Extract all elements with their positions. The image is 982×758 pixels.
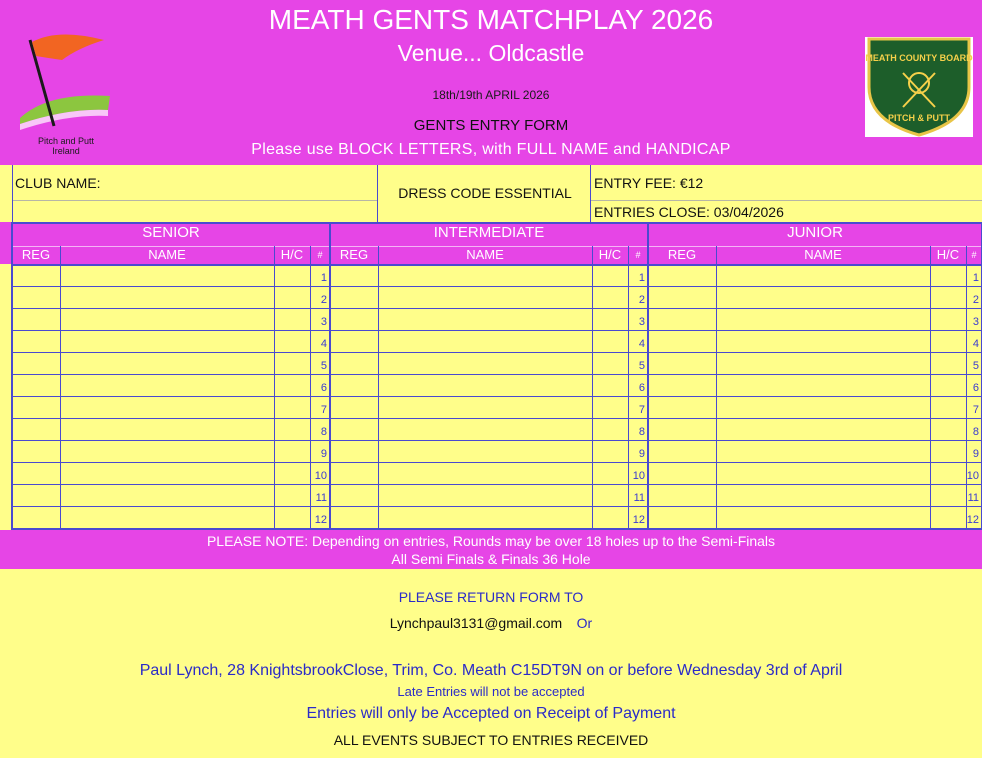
contact-line — [0, 615, 982, 633]
row-divider — [12, 440, 982, 441]
row-number: 1 — [972, 272, 979, 284]
payment-text: Entries will only be Accepted on Receipt of Payment — [306, 705, 676, 722]
junior-reg-cell[interactable] — [649, 507, 716, 528]
row-number: 10 — [632, 470, 645, 482]
subject-to-entries-text: ALL EVENTS SUBJECT TO ENTRIES RECEIVED — [333, 732, 649, 748]
junior-reg-cell[interactable] — [649, 309, 716, 330]
svg-text:MEATH COUNTY BOARD: MEATH COUNTY BOARD — [865, 53, 973, 63]
finals-note: All Semi Finals & Finals 36 Hole — [391, 551, 591, 567]
row-divider — [12, 264, 982, 266]
shield-icon — [865, 37, 973, 137]
row-number: 6 — [320, 382, 327, 394]
senior-hc-cell[interactable] — [275, 507, 310, 528]
column-header-hc: H/C — [936, 247, 960, 262]
intermediate-reg-cell[interactable] — [331, 331, 378, 352]
row-number: 5 — [320, 360, 327, 372]
intermediate-name-cell[interactable] — [379, 287, 592, 308]
row-number: 4 — [972, 338, 979, 350]
column-header-#: # — [317, 250, 323, 260]
senior-hc-cell[interactable] — [275, 463, 310, 484]
section-title-senior: SENIOR — [142, 224, 200, 241]
junior-name-cell[interactable] — [717, 265, 930, 286]
junior-name-cell[interactable] — [717, 485, 930, 506]
row-divider — [12, 506, 982, 507]
late-entries-text: Late Entries will not be accepted — [397, 684, 585, 699]
senior-name-cell[interactable] — [61, 463, 274, 484]
intermediate-reg-cell[interactable] — [331, 507, 378, 528]
column-header-name: NAME — [466, 247, 504, 262]
section-title-junior: JUNIOR — [787, 224, 843, 241]
event-dates: 18th/19th APRIL 2026 — [432, 88, 550, 102]
row-number: 4 — [638, 338, 645, 350]
senior-hc-cell[interactable] — [275, 397, 310, 418]
junior-name-cell[interactable] — [717, 331, 930, 352]
junior-reg-cell[interactable] — [649, 463, 716, 484]
junior-hc-cell[interactable] — [931, 375, 966, 396]
row-divider — [12, 308, 982, 309]
intermediate-hc-cell[interactable] — [593, 265, 628, 286]
senior-name-cell[interactable] — [61, 419, 274, 440]
row-number: 12 — [966, 514, 979, 526]
senior-hc-cell[interactable] — [275, 287, 310, 308]
senior-hc-cell[interactable] — [275, 441, 310, 462]
row-divider — [12, 418, 982, 419]
junior-name-cell[interactable] — [717, 309, 930, 330]
intermediate-reg-cell[interactable] — [331, 287, 378, 308]
intermediate-hc-cell[interactable] — [593, 485, 628, 506]
row-number: 2 — [320, 294, 327, 306]
logo-text-line: Ireland — [52, 146, 80, 156]
intermediate-name-cell[interactable] — [379, 397, 592, 418]
senior-reg-cell[interactable] — [13, 485, 60, 506]
email-link[interactable]: Lynchpaul3131@gmail.com — [389, 615, 563, 631]
junior-reg-cell[interactable] — [649, 353, 716, 374]
intermediate-name-cell[interactable] — [379, 441, 592, 462]
intermediate-hc-cell[interactable] — [593, 507, 628, 528]
return-info-band — [0, 569, 982, 758]
senior-name-cell[interactable] — [61, 441, 274, 462]
row-number: 11 — [633, 492, 645, 504]
senior-reg-cell[interactable] — [13, 463, 60, 484]
postal-address: Paul Lynch, 28 KnightsbrookClose, Trim, Co. Meath C15DT9N on or before Wednesday 3rd of April — [139, 662, 843, 679]
row-divider — [12, 462, 982, 463]
senior-hc-cell[interactable] — [275, 331, 310, 352]
club-name-label: CLUB NAME: — [15, 175, 101, 191]
senior-reg-cell[interactable] — [13, 375, 60, 396]
intermediate-reg-cell[interactable] — [331, 309, 378, 330]
row-number: 12 — [314, 514, 327, 526]
senior-name-cell[interactable] — [61, 485, 274, 506]
intermediate-reg-cell[interactable] — [331, 463, 378, 484]
senior-hc-cell[interactable] — [275, 353, 310, 374]
row-divider — [12, 286, 982, 287]
junior-hc-cell[interactable] — [931, 309, 966, 330]
senior-name-cell[interactable] — [61, 331, 274, 352]
junior-reg-cell[interactable] — [649, 331, 716, 352]
entry-grid — [0, 222, 982, 530]
note-band — [0, 530, 982, 569]
page-title: MEATH GENTS MATCHPLAY 2026 — [268, 4, 714, 35]
section-title-intermediate: INTERMEDIATE — [433, 224, 545, 241]
row-number: 5 — [972, 360, 979, 372]
row-number: 10 — [966, 470, 979, 482]
junior-name-cell[interactable] — [717, 419, 930, 440]
junior-name-cell[interactable] — [717, 507, 930, 528]
logo-text-line: Pitch and Putt — [37, 136, 95, 146]
junior-hc-cell[interactable] — [931, 419, 966, 440]
row-number: 1 — [320, 272, 327, 284]
row-number: 3 — [638, 316, 645, 328]
senior-reg-cell[interactable] — [13, 397, 60, 418]
pitch-and-putt-logo-text — [18, 136, 114, 156]
svg-text:PITCH & PUTT: PITCH & PUTT — [888, 113, 950, 123]
junior-hc-cell[interactable] — [931, 397, 966, 418]
column-header-#: # — [971, 250, 977, 260]
row-divider — [12, 352, 982, 353]
row-number: 3 — [320, 316, 327, 328]
column-header-name: NAME — [148, 247, 186, 262]
intermediate-reg-cell[interactable] — [331, 397, 378, 418]
intermediate-hc-cell[interactable] — [593, 419, 628, 440]
column-header-reg: REG — [339, 247, 369, 262]
row-divider — [12, 330, 982, 331]
column-header-name: NAME — [804, 247, 842, 262]
form-title: GENTS ENTRY FORM — [413, 117, 569, 134]
senior-name-cell[interactable] — [61, 507, 274, 528]
junior-reg-cell[interactable] — [649, 419, 716, 440]
senior-name-cell[interactable] — [61, 309, 274, 330]
junior-hc-cell[interactable] — [931, 507, 966, 528]
intermediate-name-cell[interactable] — [379, 463, 592, 484]
pitch-and-putt-ireland-logo — [18, 30, 114, 160]
junior-name-cell[interactable] — [717, 463, 930, 484]
intermediate-hc-cell[interactable] — [593, 463, 628, 484]
row-number: 7 — [638, 404, 645, 416]
rounds-note: PLEASE NOTE: Depending on entries, Rounds may be over 18 holes up to the Semi-Finals — [206, 533, 776, 549]
row-number: 2 — [972, 294, 979, 306]
intermediate-hc-cell[interactable] — [593, 375, 628, 396]
intermediate-reg-cell[interactable] — [331, 353, 378, 374]
senior-hc-cell[interactable] — [275, 309, 310, 330]
intermediate-name-cell[interactable] — [379, 375, 592, 396]
senior-hc-cell[interactable] — [275, 375, 310, 396]
junior-reg-cell[interactable] — [649, 485, 716, 506]
senior-reg-cell[interactable] — [13, 419, 60, 440]
row-number: 6 — [972, 382, 979, 394]
row-divider — [12, 374, 982, 375]
junior-hc-cell[interactable] — [931, 331, 966, 352]
row-number: 10 — [314, 470, 327, 482]
row-number: 2 — [638, 294, 645, 306]
row-number: 11 — [967, 492, 979, 504]
header-band — [0, 0, 982, 165]
junior-name-cell[interactable] — [717, 397, 930, 418]
row-divider — [12, 484, 982, 485]
senior-name-cell[interactable] — [61, 287, 274, 308]
intermediate-hc-cell[interactable] — [593, 353, 628, 374]
row-number: 3 — [972, 316, 979, 328]
intermediate-reg-cell[interactable] — [331, 441, 378, 462]
row-number: 9 — [638, 448, 645, 460]
intermediate-hc-cell[interactable] — [593, 397, 628, 418]
senior-hc-cell[interactable] — [275, 265, 310, 286]
senior-reg-cell[interactable] — [13, 353, 60, 374]
row-number: 8 — [320, 426, 327, 438]
entry-fee-text: ENTRY FEE: €12 — [594, 175, 704, 191]
instructions-text: Please use BLOCK LETTERS, with FULL NAME and HANDICAP — [251, 141, 731, 158]
dress-code-text: DRESS CODE ESSENTIAL — [398, 185, 572, 201]
junior-hc-cell[interactable] — [931, 353, 966, 374]
column-header-reg: REG — [667, 247, 697, 262]
column-header-hc: H/C — [598, 247, 622, 262]
row-number: 4 — [320, 338, 327, 350]
senior-reg-cell[interactable] — [13, 331, 60, 352]
intermediate-name-cell[interactable] — [379, 485, 592, 506]
row-number: 12 — [632, 514, 645, 526]
senior-hc-cell[interactable] — [275, 485, 310, 506]
intermediate-reg-cell[interactable] — [331, 265, 378, 286]
intermediate-hc-cell[interactable] — [593, 287, 628, 308]
intermediate-hc-cell[interactable] — [593, 441, 628, 462]
junior-reg-cell[interactable] — [649, 397, 716, 418]
junior-hc-cell[interactable] — [931, 287, 966, 308]
intermediate-reg-cell[interactable] — [331, 485, 378, 506]
intermediate-name-cell[interactable] — [379, 419, 592, 440]
senior-reg-cell[interactable] — [13, 265, 60, 286]
row-number: 8 — [972, 426, 979, 438]
senior-reg-cell[interactable] — [13, 507, 60, 528]
junior-name-cell[interactable] — [717, 353, 930, 374]
row-number: 7 — [972, 404, 979, 416]
intermediate-reg-cell[interactable] — [331, 375, 378, 396]
intermediate-name-cell[interactable] — [379, 309, 592, 330]
intermediate-name-cell[interactable] — [379, 353, 592, 374]
row-number: 9 — [972, 448, 979, 460]
row-divider — [12, 396, 982, 397]
intermediate-hc-cell[interactable] — [593, 331, 628, 352]
junior-reg-cell[interactable] — [649, 287, 716, 308]
column-header-reg: REG — [21, 247, 51, 262]
intermediate-name-cell[interactable] — [379, 265, 592, 286]
row-number: 1 — [638, 272, 645, 284]
senior-name-cell[interactable] — [61, 265, 274, 286]
row-number: 9 — [320, 448, 327, 460]
column-header-#: # — [635, 250, 641, 260]
row-number: 8 — [638, 426, 645, 438]
junior-reg-cell[interactable] — [649, 375, 716, 396]
meath-county-board-crest — [865, 37, 973, 137]
intermediate-reg-cell[interactable] — [331, 419, 378, 440]
junior-name-cell[interactable] — [717, 287, 930, 308]
intermediate-hc-cell[interactable] — [593, 309, 628, 330]
junior-hc-cell[interactable] — [931, 485, 966, 506]
senior-name-cell[interactable] — [61, 353, 274, 374]
row-number: 7 — [320, 404, 327, 416]
junior-hc-cell[interactable] — [931, 441, 966, 462]
return-form-text: PLEASE RETURN FORM TO — [398, 589, 584, 605]
senior-reg-cell[interactable] — [13, 287, 60, 308]
row-number: 11 — [315, 492, 327, 504]
flag-icon — [18, 30, 114, 140]
senior-reg-cell[interactable] — [13, 441, 60, 462]
senior-name-cell[interactable] — [61, 375, 274, 396]
senior-reg-cell[interactable] — [13, 309, 60, 330]
junior-name-cell[interactable] — [717, 441, 930, 462]
senior-name-cell[interactable] — [61, 397, 274, 418]
junior-hc-cell[interactable] — [931, 463, 966, 484]
intermediate-name-cell[interactable] — [379, 331, 592, 352]
entries-close-text: ENTRIES CLOSE: 03/04/2026 — [594, 204, 784, 220]
senior-hc-cell[interactable] — [275, 419, 310, 440]
venue-text: Venue... Oldcastle — [397, 40, 585, 66]
junior-reg-cell[interactable] — [649, 265, 716, 286]
junior-reg-cell[interactable] — [649, 441, 716, 462]
intermediate-name-cell[interactable] — [379, 507, 592, 528]
column-header-hc: H/C — [280, 247, 304, 262]
junior-hc-cell[interactable] — [931, 265, 966, 286]
row-number: 5 — [638, 360, 645, 372]
row-number: 6 — [638, 382, 645, 394]
junior-name-cell[interactable] — [717, 375, 930, 396]
or-text: Or — [576, 615, 593, 631]
